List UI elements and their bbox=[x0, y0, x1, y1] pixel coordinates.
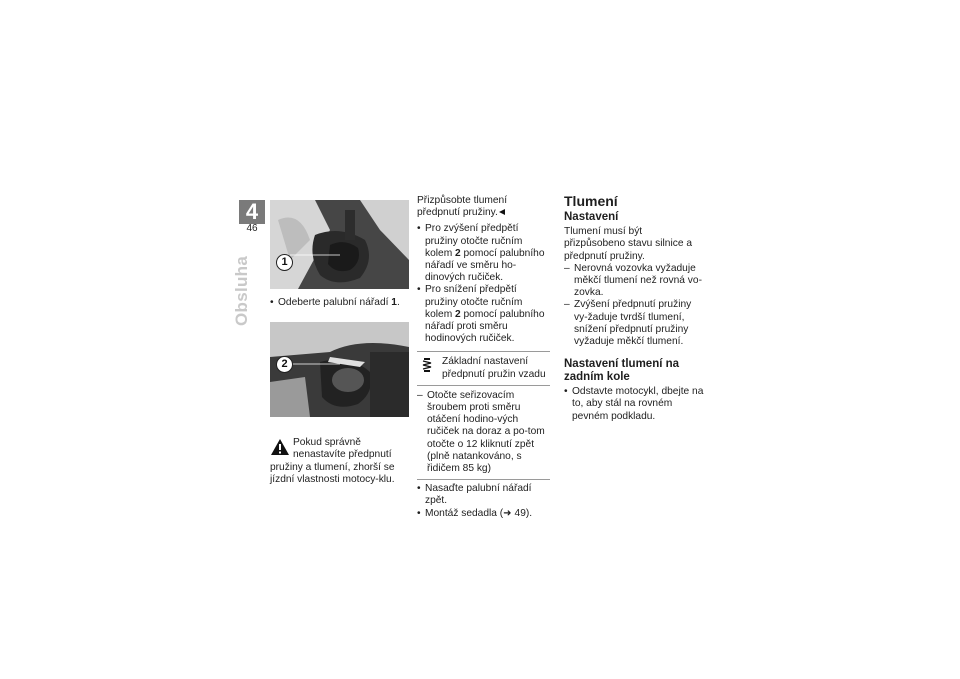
step-decrease-preload: • Pro snížení předpětí pružiny otočte ručním kolem 2 pomocí palubního nářadí proti směru hodinových ručiček. bbox=[417, 284, 550, 345]
warning-text: Pokud správně nenastavíte předpnutí pružiny a tlumení, zhorší se jízdní vlastnosti motocy-klu. bbox=[270, 437, 395, 485]
step-park-motorcycle: • Odstavte motocykl, dbejte na to, aby stál na rovném pevném podkladu. bbox=[564, 386, 704, 423]
intro-text: Přizpůsobte tlumení předpnutí pružiny. bbox=[417, 195, 508, 219]
subheading-rear-damping: Nastavení tlumení na zadním kole bbox=[564, 358, 680, 384]
spring-icon bbox=[422, 358, 432, 372]
column-1 bbox=[270, 297, 412, 486]
step-return-toolkit: • Nasaďte palubní nářadí zpět. bbox=[417, 483, 550, 507]
damping-note-1: – Nerovná vozovka vyžaduje měkčí tlumení než rovná vo-zovka. bbox=[564, 263, 704, 300]
figure-callout-1: 1 bbox=[276, 254, 293, 271]
arrow-icon: ➜ bbox=[503, 507, 512, 519]
warning-triangle-icon bbox=[270, 438, 290, 456]
subheading-setting: Nastavení bbox=[564, 211, 619, 224]
column-2 bbox=[417, 195, 550, 520]
section-title-vertical: Obsluha bbox=[232, 255, 251, 326]
basic-setting-box bbox=[417, 351, 550, 480]
basic-setting-title: Základní nastavení předpnutí pružin vzadu bbox=[442, 356, 546, 380]
figure-toolkit-photo bbox=[270, 200, 409, 289]
chapter-tab bbox=[239, 200, 265, 234]
basic-setting-step: – Otočte seřizovacím šroubem proti směru otáčení hodino-vých ručiček na doraz a po-tom otočte o 12 kliknutí zpět (plně natankováno, s řidičem 85 kg) bbox=[417, 390, 550, 475]
damping-intro: Tlumení musí být přizpůsobeno stavu silnice a předpnutí pružiny. bbox=[564, 226, 692, 262]
section-heading-damping: Tlumení bbox=[564, 193, 618, 209]
step-remove-toolkit: • Odeberte palubní nářadí 1. bbox=[270, 297, 412, 309]
page-number: 46 bbox=[239, 224, 265, 234]
step-increase-preload: • Pro zvýšení předpětí pružiny otočte ručním kolem 2 pomocí palubního nářadí ve směru ho-dinových ručiček. bbox=[417, 223, 550, 284]
figure-callout-2: 2 bbox=[276, 356, 293, 373]
column-3 bbox=[564, 195, 704, 423]
ref-1: 1 bbox=[391, 297, 397, 308]
end-marker-icon bbox=[499, 209, 505, 215]
toolkit-illustration bbox=[270, 200, 409, 289]
warning-block bbox=[270, 437, 412, 486]
step-install-seat: • Montáž sedadla (➜ 49). bbox=[417, 508, 550, 520]
damping-note-2: – Zvýšení předpnutí pružiny vy-žaduje tvrdší tlumení, snížení předpnutí pružiny vyžaduje měkčí tlumení. bbox=[564, 299, 704, 348]
chapter-number: 4 bbox=[245, 199, 259, 224]
